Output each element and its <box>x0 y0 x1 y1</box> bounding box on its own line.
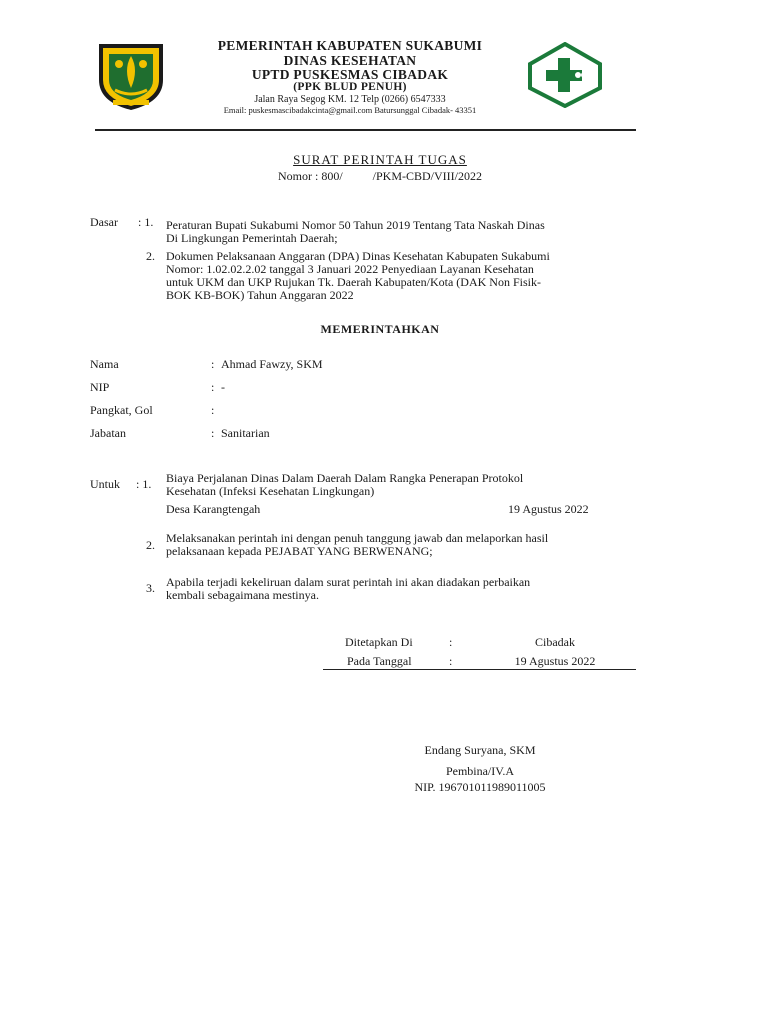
untuk-item2-line2: pelaksanaan kepada PEJABAT YANG BERWENANG; <box>166 544 433 558</box>
document-title <box>180 152 580 168</box>
header-unit: UPTD PUSKESMAS CIBADAK <box>251 67 449 82</box>
untuk-place: Desa Karangtengah <box>166 502 261 516</box>
jabatan-value: Sanitarian <box>221 426 270 440</box>
dasar-item2-line1: Dokumen Pelaksanaan Anggaran (DPA) Dinas Kesehatan Kabupaten Sukabumi <box>166 249 550 263</box>
pangkat-colon: : <box>211 403 215 417</box>
issued-date-colon: : <box>449 654 453 668</box>
nama-colon: : <box>211 357 215 371</box>
dasar-item2-line3: untuk UKM dan UKP Rujukan Tk. Daerah Kabupaten/Kota (DAK Non Fisik- <box>166 275 541 289</box>
issued-place-colon: : <box>449 635 453 649</box>
untuk-item3-num: 3. <box>146 581 155 595</box>
header-status: (PPK BLUD PENUH) <box>293 81 407 93</box>
letterhead-divider <box>95 129 636 131</box>
dasar-label: Dasar <box>90 215 118 229</box>
nama-label: Nama <box>90 357 119 371</box>
dasar-item1-line1: Peraturan Bupati Sukabumi Nomor 50 Tahun 2019 Tentang Tata Naskah Dinas <box>166 218 545 232</box>
untuk-item3-line1: Apabila terjadi kekeliruan dalam surat perintah ini akan diadakan perbaikan <box>166 575 531 589</box>
issued-underline <box>323 669 636 670</box>
header-government: PEMERINTAH KABUPATEN SUKABUMI <box>217 38 483 53</box>
document-number-suffix: /PKM-CBD/VIII/2022 <box>372 169 482 183</box>
dasar-item1-line2: Di Lingkungan Pemerintah Daerah; <box>166 231 338 245</box>
document-title-text: SURAT PERINTAH TUGAS <box>293 152 467 167</box>
issued-date-value: 19 Agustus 2022 <box>514 654 596 668</box>
document-number <box>180 169 580 184</box>
order-heading: MEMERINTAHKAN <box>320 322 440 336</box>
signatory-name: Endang Suryana, SKM <box>424 743 536 757</box>
dasar-colon: : 1. <box>138 215 154 229</box>
header-email: Email: puskesmascibadakcinta@gmail.com Batursunggal Cibadak- 43351 <box>223 105 477 115</box>
untuk-item2-line1: Melaksanakan perintah ini dengan penuh tanggung jawab dan melaporkan hasil <box>166 531 549 545</box>
untuk-item1-line2: Kesehatan (Infeksi Kesehatan Lingkungan) <box>166 484 375 498</box>
untuk-label: Untuk <box>90 477 120 491</box>
header-department: DINAS KESEHATAN <box>283 53 417 68</box>
nip-value: - <box>221 380 225 394</box>
issued-place-label: Ditetapkan Di <box>345 635 413 649</box>
issued-place-value: Cibadak <box>535 635 575 649</box>
nip-colon: : <box>211 380 215 394</box>
jabatan-label: Jabatan <box>90 426 126 440</box>
header-address: Jalan Raya Segog KM. 12 Telp (0266) 6547333 <box>254 94 446 105</box>
pangkat-label: Pangkat, Gol <box>90 403 153 417</box>
nama-value: Ahmad Fawzy, SKM <box>221 357 323 371</box>
signatory-rank: Pembina/IV.A <box>445 764 515 778</box>
signatory-nip: NIP. 196701011989011005 <box>414 780 546 794</box>
nip-label: NIP <box>90 380 110 394</box>
untuk-date: 19 Agustus 2022 <box>508 502 589 516</box>
issued-date-label: Pada Tanggal <box>347 654 412 668</box>
untuk-item1-line1: Biaya Perjalanan Dinas Dalam Daerah Dalam Rangka Penerapan Protokol <box>166 471 524 485</box>
dasar-item2-num: 2. <box>146 249 155 263</box>
untuk-item2-num: 2. <box>146 538 155 552</box>
jabatan-colon: : <box>211 426 215 440</box>
dasar-item2-line4: BOK KB-BOK) Tahun Anggaran 2022 <box>166 288 354 302</box>
document-number-label: Nomor : 800/ <box>277 169 343 183</box>
untuk-item3-line2: kembali sebagaimana mestinya. <box>166 588 319 602</box>
dasar-item2-line2: Nomor: 1.02.02.2.02 tanggal 3 Januari 2022 Penyediaan Layanan Kesehatan <box>166 262 534 276</box>
untuk-colon: : 1. <box>136 477 152 491</box>
